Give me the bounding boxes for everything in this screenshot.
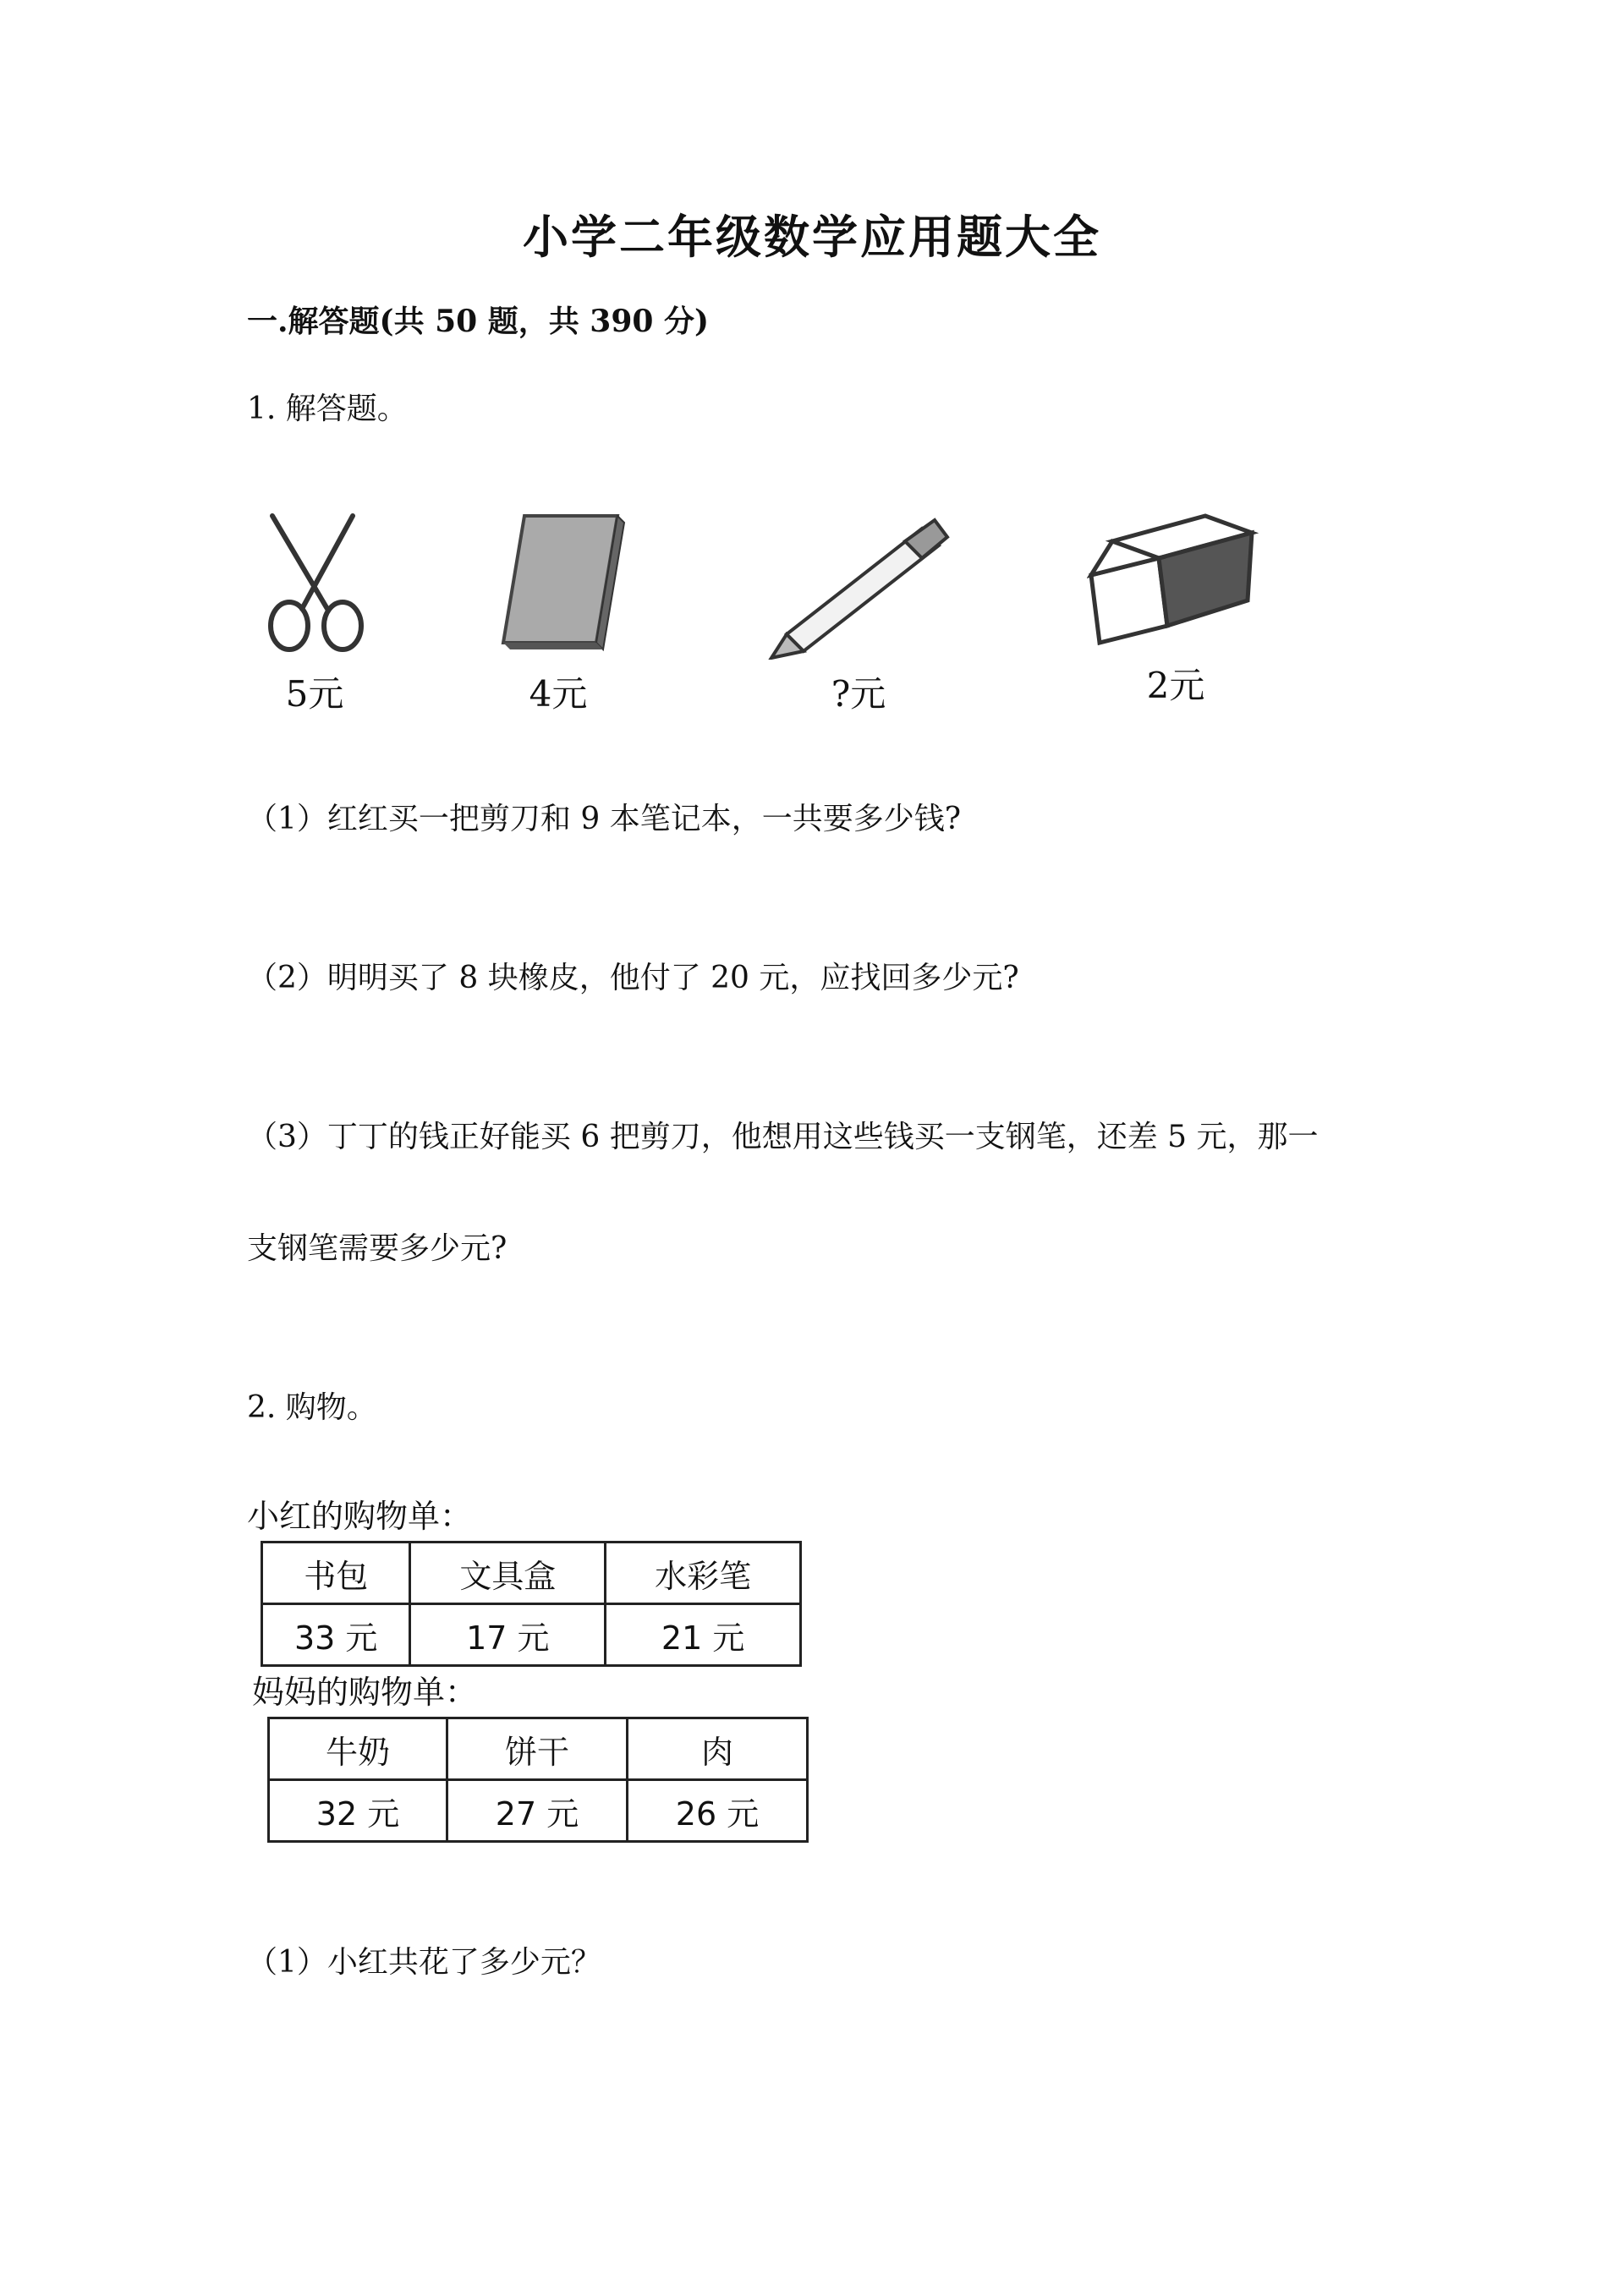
scissors-price: 5元 [285,673,344,715]
xiaohong-list-title: 小红的购物单： [247,1498,473,1535]
item-pen [757,507,960,717]
pen-price: ?元 [831,673,886,715]
table-cell: 饼干 [447,1718,628,1780]
table-cell: 21 元 [606,1604,801,1666]
page-title: 小学二年级数学应用题大全 [523,210,1101,264]
question-1-part-3-line-2: 支钢笔需要多少元? [247,1231,508,1266]
mom-list-title: 妈妈的购物单： [252,1674,478,1711]
table-cell: 17 元 [410,1604,606,1666]
item-notebook [482,507,634,717]
pen-icon [761,507,956,660]
notebook-price: 4元 [529,673,588,715]
question-2-part-1: （1）小红共花了多少元？ [247,1945,601,1980]
question-2-label: 2. 购物。 [247,1390,377,1425]
scissors-icon [260,507,370,660]
eraser-icon [1087,507,1265,651]
table-cell: 26 元 [628,1780,808,1842]
table-cell: 文具盒 [410,1543,606,1604]
table-cell: 肉 [628,1718,808,1780]
xiaohong-shopping-table [261,1541,802,1667]
question-1-label: 1. 解答题。 [247,392,408,426]
table-row [269,1780,808,1842]
table-cell: 水彩笔 [606,1543,801,1604]
eraser-price: 2元 [1146,665,1205,706]
table-cell: 32 元 [269,1780,447,1842]
table-row [262,1604,801,1666]
table-cell: 书包 [262,1543,410,1604]
mom-shopping-table [267,1717,809,1843]
table-cell: 牛奶 [269,1718,447,1780]
question-1-part-3-line-1: （3）丁丁的钱正好能买 6 把剪刀，他想用这些钱买一支钢笔，还差 5 元，那一 [247,1120,1319,1154]
table-cell: 27 元 [447,1780,628,1842]
table-header-row [262,1543,801,1604]
notebook-icon [491,507,626,660]
table-header-row [269,1718,808,1780]
question-1-part-2: （2）明明买了 8 块橡皮，他付了 20 元，应找回多少元? [247,961,1019,995]
item-eraser [1083,507,1269,709]
item-scissors [239,507,391,717]
table-cell: 33 元 [262,1604,410,1666]
section-heading: 一.解答题(共 50 题，共 390 分) [247,304,709,339]
question-1-part-1: （1）红红买一把剪刀和 9 本笔记本，一共要多少钱? [247,802,961,836]
